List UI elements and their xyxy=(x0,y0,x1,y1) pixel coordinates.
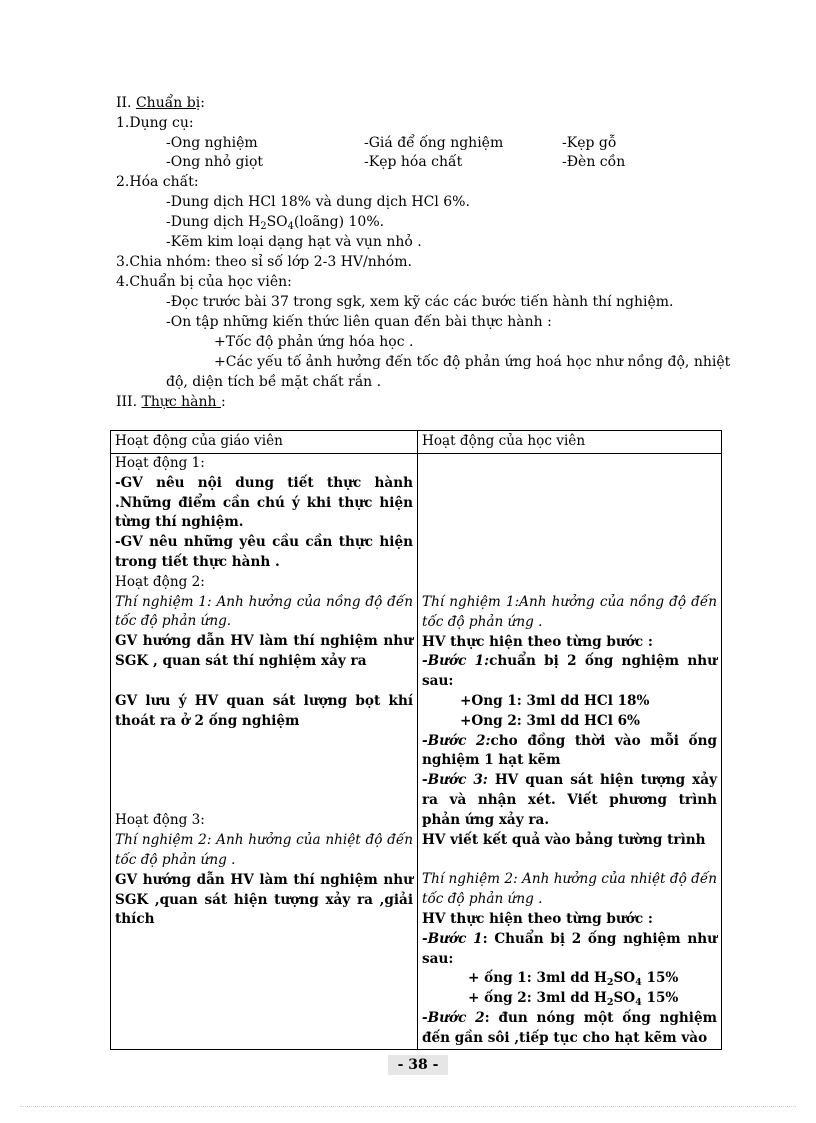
experiment-title: Thí nghiệm 2: Anh hưởng của nhiệt độ đến tốc độ phản ứng . xyxy=(422,871,717,908)
teacher-text: GV hướng dẫn HV làm thí nghiệm như SGK ,quan sát hiện tượng xảy ra ,giải thích xyxy=(115,871,413,928)
student-text: HV thực hiện theo từng bước : xyxy=(422,633,653,650)
student-prep-item: +Tốc độ phản ứng hóa học . xyxy=(214,334,414,350)
student-step: -Bước 2: đun nóng một ống nghiệm đến gần sôi ,tiếp tục cho hạt kẽm vào xyxy=(422,1009,717,1046)
column-header-teacher: Hoạt động của giáo viên xyxy=(111,431,418,454)
student-prep-item: -On tập những kiến thức liên quan đến bài thực hành : xyxy=(166,314,552,330)
chemical-item: -Dung dịch HCl 18% và dung dịch HCl 6%. xyxy=(166,194,470,210)
page-number: - 38 - xyxy=(388,1055,448,1075)
section-title: Thực hành xyxy=(141,394,217,410)
section-title: Chuẩn bị xyxy=(135,95,201,111)
section-number: II. xyxy=(116,95,132,111)
groups-line: 3.Chia nhóm: theo sỉ số lớp 2-3 HV/nhóm. xyxy=(116,254,412,270)
table-header-row xyxy=(111,431,722,454)
teacher-text: GV hướng dẫn HV làm thí nghiệm như SGK , quan sát thí nghiệm xảy ra xyxy=(115,633,413,669)
teacher-text: GV lưu ý HV quan sát lượng bọt khí thoát ra ở 2 ống nghiệm xyxy=(115,692,413,729)
tube-item: + ống 1: 3ml dd $H_2SO_4$ 15% xyxy=(468,970,679,989)
tool-item: -Ong nghiệm xyxy=(166,135,258,151)
chemicals-title: 2.Hóa chất: xyxy=(116,174,199,190)
tools-title: 1.Dụng cụ: xyxy=(116,115,194,131)
section-heading-practice: III. Thực hành : xyxy=(116,394,226,410)
teacher-text: -GV nêu những yêu cầu cần thực hiện trong tiết thực hành . xyxy=(115,534,413,570)
student-text: HV viết kết quả vào bảng tường trình xyxy=(422,831,706,848)
student-step: -Bước 3: HV quan sát hiện tượng xảy ra và nhận xét. Viết phương trình phản ứng xảy ra. xyxy=(422,772,717,828)
tool-item: -Giá để ống nghiệm xyxy=(364,135,504,151)
student-step: -Bước 2:cho đồng thời vào mỗi ống nghiệm 1 hạt kẽm xyxy=(422,732,717,769)
tool-item: -Đèn cồn xyxy=(562,154,626,170)
student-step: -Bước 1:chuẩn bị 2 ống nghiệm như sau: xyxy=(422,653,717,690)
experiment-title: Thí nghiệm 2: Anh hưởng của nhiệt độ đến tốc độ phản ứng . xyxy=(115,832,413,868)
student-prep-item: -Đọc trước bài 37 trong sgk, xem kỹ các các bước tiến hành thí nghiệm. xyxy=(166,294,674,310)
student-step: -Bước 1: Chuẩn bị 2 ống nghiệm như sau: xyxy=(422,930,717,967)
tool-item: -Kẹp hóa chất xyxy=(364,154,463,170)
activity-heading: Hoạt động 2: xyxy=(115,573,205,590)
student-text: HV thực hiện theo từng bước : xyxy=(422,910,653,927)
column-header-student: Hoạt động của học viên xyxy=(418,431,722,454)
activity-heading: Hoạt động 1: xyxy=(115,455,205,471)
student-prep-item: +Các yếu tố ảnh hưởng đến tốc độ phản ứng hoá học như nồng độ, nhiệt xyxy=(214,354,731,370)
student-prep-title: 4.Chuẩn bị của học viên: xyxy=(116,274,292,290)
tool-item: -Ong nhỏ giọt xyxy=(166,154,264,170)
table-row xyxy=(111,454,722,1050)
section-number: III. xyxy=(116,394,138,410)
tube-item: +Ong 1: 3ml dd HCl 18% xyxy=(460,692,650,709)
teacher-activities-cell xyxy=(111,454,418,1050)
chemical-item: -Dung dịch $H_2SO_4(loãng)$ 10%. xyxy=(166,214,385,232)
tube-item: + ống 2: 3ml dd $H_2SO_4$ 15% xyxy=(468,990,679,1009)
page-bottom-divider xyxy=(20,1106,796,1107)
tool-item: -Kẹp gỗ xyxy=(562,135,617,151)
section-heading-prep: II. Chuẩn bị: xyxy=(116,95,205,111)
experiment-title: Thí nghiệm 1: Anh hưởng của nồng độ đến tốc độ phản ứng. xyxy=(115,593,413,630)
experiment-title: Thí nghiệm 1:Anh hưởng của nồng độ đến tốc độ phản ứng . xyxy=(422,594,717,630)
activities-table xyxy=(110,430,722,1050)
activity-heading: Hoạt động 3: xyxy=(115,812,205,829)
tube-item: +Ong 2: 3ml dd HCl 6% xyxy=(460,712,640,729)
student-prep-item: độ, diện tích bề mặt chất rắn . xyxy=(166,374,382,390)
teacher-text: -GV nêu nội dung tiết thực hành .Những điểm cần chú ý khi thực hiện từng thí nghiệm. xyxy=(115,474,413,531)
student-activities-cell xyxy=(418,454,722,1050)
chemical-item: -Kẽm kim loại dạng hạt và vụn nhỏ . xyxy=(166,234,422,250)
